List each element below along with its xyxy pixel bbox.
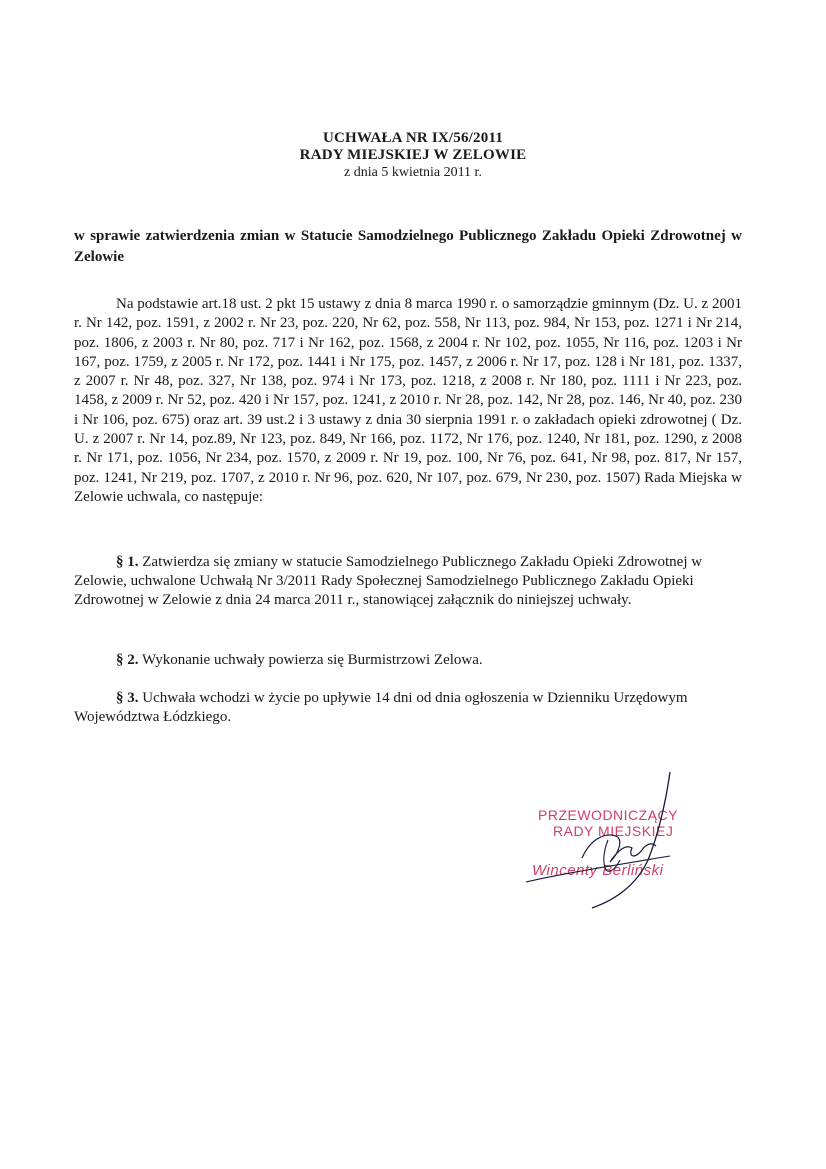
chairman-stamp [520,770,720,910]
section-1 [74,553,742,610]
handwritten-signature [520,770,720,910]
section-1-label: § 1. [116,554,139,570]
resolution-issuer: RADY MIEJSKIEJ W ZELOWIE [299,147,527,163]
section-2-text: Wykonanie uchwały powierza się Burmistrzowi Zelowa. [138,652,483,668]
section-3-text: Uchwała wchodzi w życie po upływie 14 dni od dnia ogłoszenia w Dzienniku Urzędowym Województwa Łódzkiego. [74,690,688,725]
stamp-title-line-2: RADY MIEJSKIEJ [553,823,674,839]
resolution-header [0,130,826,181]
resolution-date: z dnia 5 kwietnia 2011 r. [344,165,482,180]
stamp-title-line-1: PRZEWODNICZĄCY [538,807,678,823]
section-3-label: § 3. [116,690,139,706]
resolution-title: UCHWAŁA NR IX/56/2011 [322,130,504,146]
legal-basis-paragraph: Na podstawie art.18 ust. 2 pkt 15 ustawy z dnia 8 marca 1990 r. o samorządzie gminnym (Dz. U. z 2001 r. Nr 142, poz. 1591, z 2002 r. Nr 23, poz. 220, Nr 62, poz. 558, Nr 113, poz. 984, Nr 153, poz. 1271 i Nr 214, poz. 1806, z 2003 r. Nr 80, poz. 717 i Nr 162, poz. 1568, z 2004 r. Nr 102, poz. 1055, Nr 116, poz. 1203 i Nr 167, poz. 1759, z 2005 r. Nr 172, poz. 1441 i Nr 175, poz. 1457, z 2006 r. Nr 17, poz. 128 i Nr 181, poz. 1337, z 2007 r. Nr 48, poz. 327, Nr 138, poz. 974 i Nr 173, poz. 1218, z 2008 r. Nr 180, poz. 1111 i Nr 223, poz. 1458, z 2009 r. Nr 52, poz. 420 i Nr 157, poz. 1241, z 2010 r. Nr 28, poz. 142, Nr 28, poz. 146, Nr 40, poz. 230 i Nr 106, poz. 675) oraz art. 39 ust.2 i 3 ustawy z dnia 30 sierpnia 1991 r. o zakładach opieki zdrowotnej ( Dz. U. z 2007 r. Nr 14, poz.89, Nr 123, poz. 849, Nr 166, poz. 1172, Nr 176, poz. 1240, Nr 181, poz. 1290, z 2008 r. Nr 171, poz. 1056, Nr 234, poz. 1570, z 2009 r. Nr 19, poz. 100, Nr 76, poz. 641, Nr 98, poz. 817, Nr 157, poz. 1241, Nr 219, poz. 1707, z 2010 r. Nr 96, poz. 620, Nr 107, poz. 679, Nr 230, poz. 1507) Rada Miejska w Zelowie uchwala, co następuje: [74,296,742,505]
section-3 [74,689,742,727]
section-1-text: Zatwierdza się zmiany w statucie Samodzielnego Publicznego Zakładu Opieki Zdrowotnej w Zelowie, uchwalone Uchwałą Nr 3/2011 Rady Społecznej Samodzielnego Publicznego Zakładu Opieki Zdrowotnej w Zelowie z dnia 24 marca 2011 r., stanowiącej załącznik do niniejszej uchwały. [74,554,703,608]
section-2 [74,651,742,670]
section-2-label: § 2. [116,652,139,668]
stamp-name: Wincenty Berliński [532,862,664,879]
resolution-subject: w sprawie zatwierdzenia zmian w Statucie Samodzielnego Publicznego Zakładu Opieki Zdrowotnej w Zelowie [74,228,742,265]
